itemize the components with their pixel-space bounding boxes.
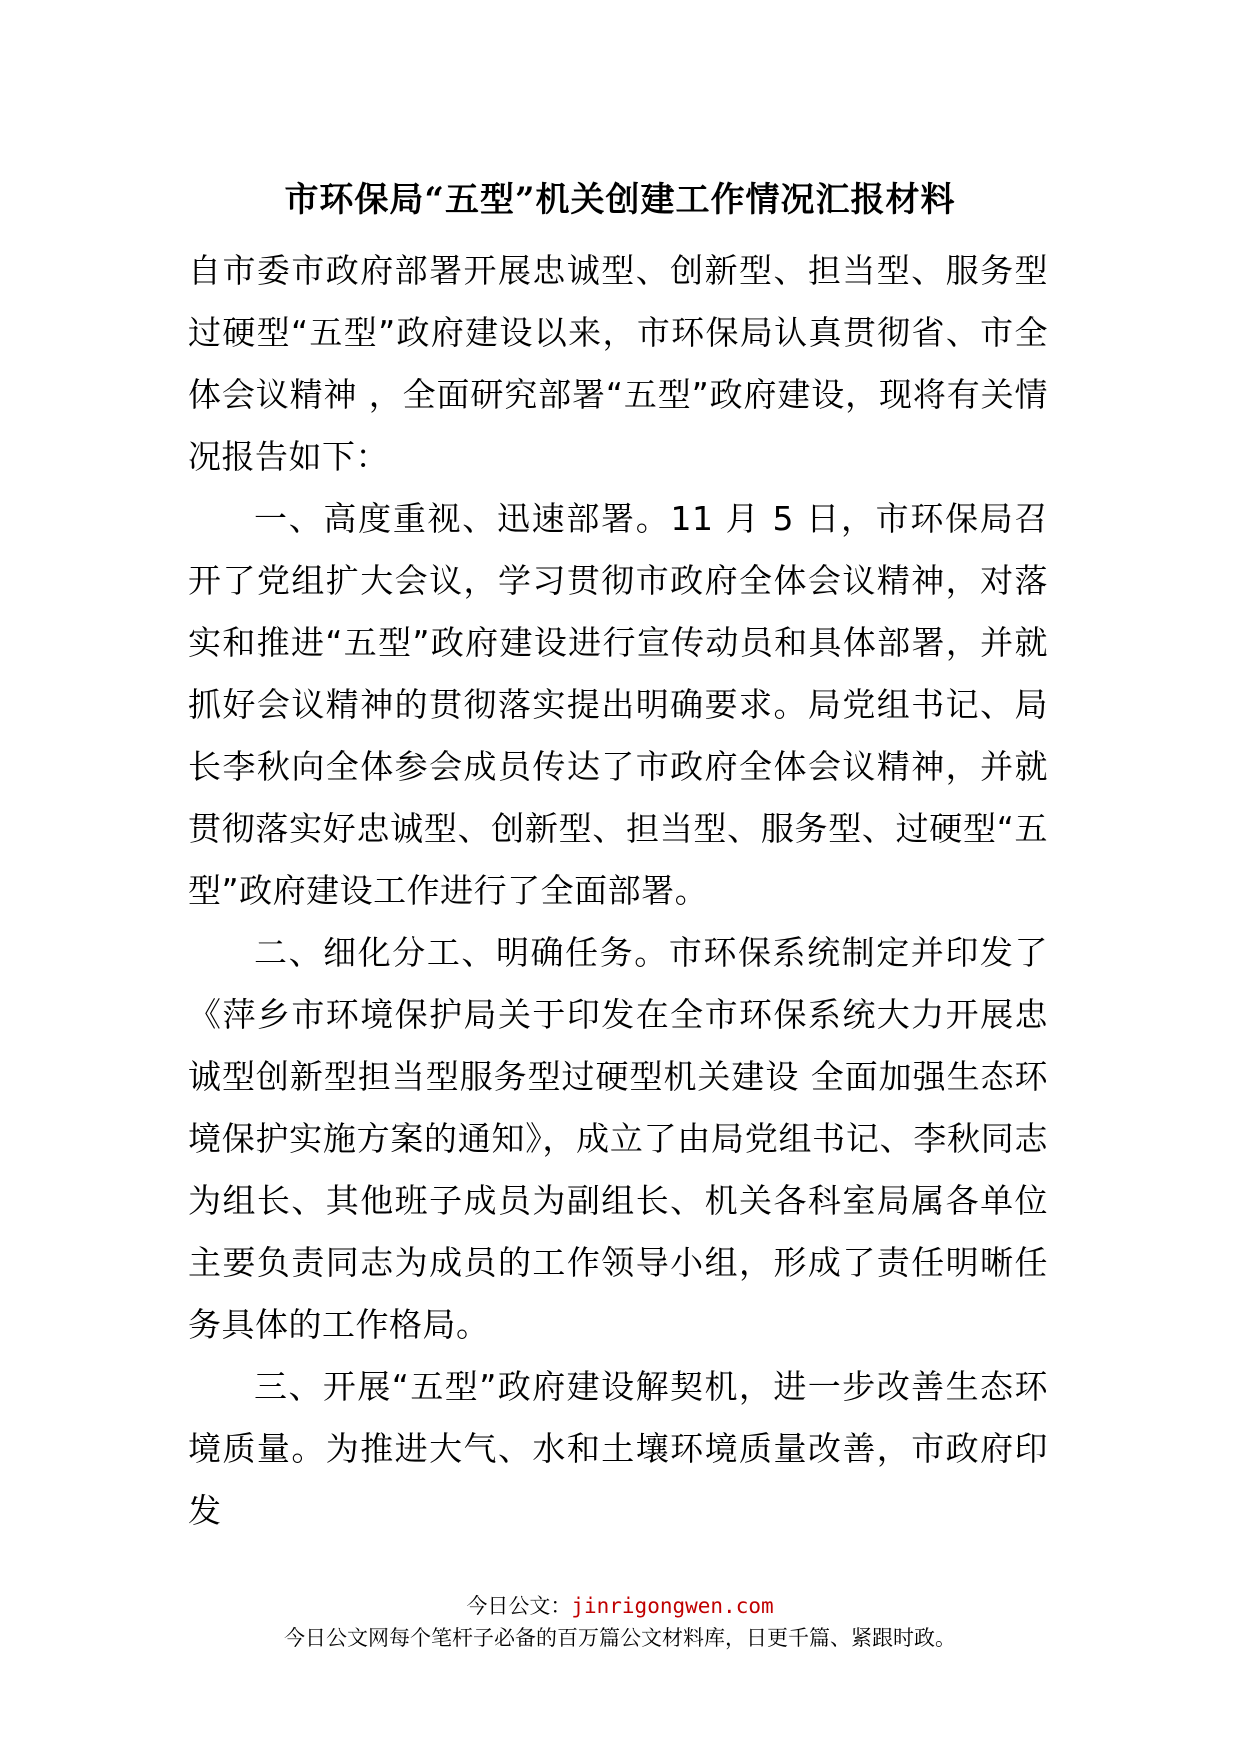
footer-site-line [0,1590,1240,1622]
paragraph-intro: 自市委市政府部署开展忠诚型、创新型、担当型、服务型过硬型“五型”政府建设以来，市环保局认真贯彻省、市全体会议精神 ，全面研究部署“五型”政府建设，现将有关情况报告如下： [188,251,1048,476]
paragraph-section-1: 一、高度重视、迅速部署。11 月 5 日，市环保局召开了党组扩大会议，学习贯彻市政府全体会议精神，对落实和推进“五型”政府建设进行宣传动员和具体部署，并就抓好会议精神的贯彻落实提出明确要求。局党组书记、局长李秋向全体参会成员传达了市政府全体会议精神，并就贯彻落实好忠诚型、创新型、担当型、服务型、过硬型“五型”政府建设工作进行了全面部署。 [188,499,1048,910]
footer-site-link[interactable]: jinrigongwen.com [571,1594,774,1618]
document-body [188,240,1048,1542]
footer-site-label: 今日公文： [466,1594,572,1618]
footer-tagline: 今日公文网每个笔杆子必备的百万篇公文材料库，日更千篇、紧跟时政。 [284,1626,956,1650]
paragraph-section-2: 二、细化分工、明确任务。市环保系统制定并印发了《萍乡市环境保护局关于印发在全市环保系统大力开展忠诚型创新型担当型服务型过硬型机关建设 全面加强生态环境保护实施方案的通知》，成立了由局党组书记、李秋同志为组长、其他班子成员为副组长、机关各科室局属各单位主要负责同志为成员的工作领导小组，形成了责任明晰任务具体的工作格局。 [188,933,1048,1344]
paragraph-section-3: 三、开展“五型”政府建设解契机，进一步改善生态环境质量。为推进大气、水和土壤环境质量改善，市政府印发 [188,1367,1048,1530]
document-title: 市环保局“五型”机关创建工作情况汇报材料 [284,180,956,220]
page-footer [0,1590,1240,1654]
